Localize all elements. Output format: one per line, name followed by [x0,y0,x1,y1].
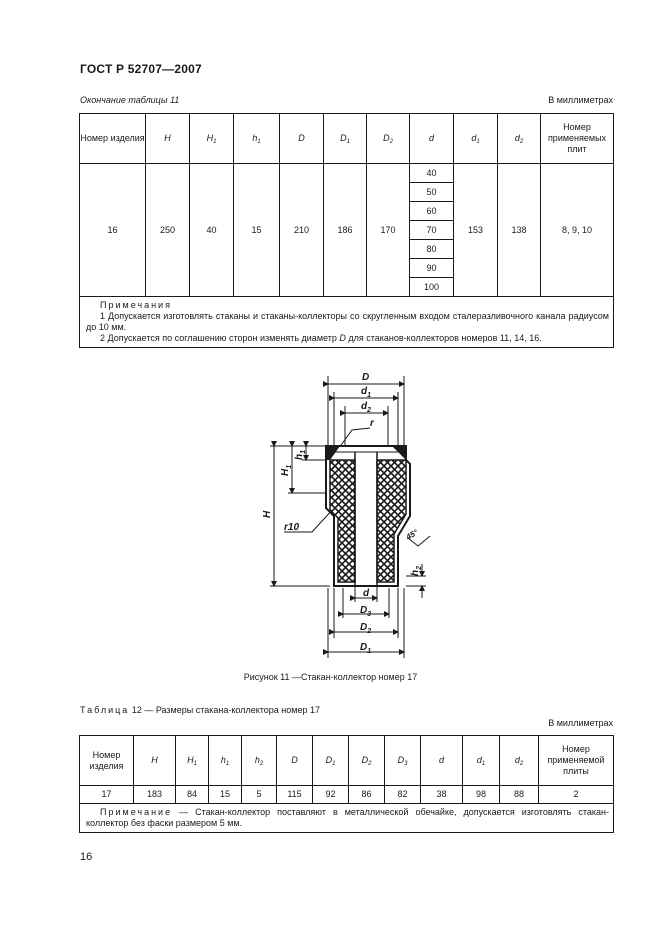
table12-header-row [80,736,614,786]
col-d1-header: $d_1$ [463,736,500,786]
d-value: 90 [410,258,453,277]
col-H1-header: $H_1$ [176,736,209,786]
table11-caption: Окончание таблицы 11 [80,95,180,105]
cell-H: 250 [146,164,190,297]
col-item-header: Номер изделия [80,114,146,164]
d-value: 40 [426,168,437,178]
table11-header-row [80,114,614,164]
col-H-header: H [146,114,190,164]
figure11-caption: Рисунок 11 —Стакан-коллектор номер 17 [243,672,418,682]
cell-D1: 186 [324,164,367,297]
label-D3: $D_3$ [360,605,372,618]
col-D2-header: $D_2$ [349,736,385,786]
col-d-header: d [410,114,454,164]
col-h1-header: $h_1$ [209,736,242,786]
col-D-header: D [277,736,313,786]
note-body: — Стакан-коллектор поставляют в металлической обечайке, допускается изготовлять стакан-коллектор без фаски размером 5 мм. [86,807,609,828]
label-d1: $d_1$ [361,386,372,399]
note-text [86,807,609,829]
cell-h2: 5 [242,786,277,804]
cell-D1: 92 [313,786,349,804]
label-r: r [370,418,374,429]
col-D2-header: $D_2$ [367,114,410,164]
col-D1-header: $D_1$ [313,736,349,786]
table12 [79,735,614,833]
cell-item: 16 [80,164,146,297]
table12-title-prefix: Таблица [80,705,130,715]
table-row [80,164,614,297]
label-angle: 45° [404,527,420,542]
label-H: H [262,510,273,518]
cell-d2: 138 [498,164,541,297]
cell-D3: 82 [385,786,421,804]
col-plates-header: Номер применяемой плиты [539,736,614,786]
note-1: 1 Допускается изготовлять стаканы и стаканы-коллекторы со скругленным входом сталеразливочного канала радиусом до 10 мм. [86,311,609,332]
cell-h1: 15 [234,164,280,297]
col-D1-header: $D_1$ [324,114,367,164]
cell-D: 115 [277,786,313,804]
col-item-header: Номер изделия [80,736,134,786]
d-value: 50 [410,182,453,201]
cell-d1: 153 [454,164,498,297]
cell-H: 183 [134,786,176,804]
d-value: 60 [410,201,453,220]
cell-d1: 98 [463,786,500,804]
cell-d: 38 [421,786,463,804]
table11-notes-row [80,297,614,348]
label-H1: $H_1$ [280,464,293,476]
table12-notes-row [80,804,614,833]
col-D-header: D [280,114,324,164]
standard-title: ГОСТ Р 52707—2007 [80,62,202,76]
label-h1: $h_1$ [294,449,307,460]
col-H-header: H [134,736,176,786]
col-h1-header: $h_1$ [234,114,280,164]
label-d: d [363,588,370,599]
cell-D2: 170 [367,164,410,297]
table12-unit: В миллиметрах [548,718,613,728]
table11-notes [80,297,614,348]
cell-plates: 2 [539,786,614,804]
notes-title: Примечания [100,300,172,310]
table12-title [80,705,320,715]
table11 [79,113,614,348]
d-value: 100 [410,277,453,296]
label-D2: $D_2$ [360,622,372,635]
cell-H1: 40 [190,164,234,297]
col-d-header: d [421,736,463,786]
col-d1-header: $d_1$ [454,114,498,164]
table11-unit: В миллиметрах [548,95,613,105]
cell-D: 210 [280,164,324,297]
col-d2-header: $d_2$ [500,736,539,786]
note-label: Примечание [100,807,173,817]
col-H1-header: $H_1$ [190,114,234,164]
note-2 [86,333,609,344]
table-row [80,786,614,804]
note-2-prefix: 2 Допускается по соглашению сторон изменять диаметр [100,333,337,343]
d-value: 80 [410,239,453,258]
col-h2-header: $h_2$ [242,736,277,786]
cell-plates: 8, 9, 10 [541,164,614,297]
col-plates-header: Номер применяемых плит [541,114,614,164]
label-D1: $D_1$ [360,642,372,655]
label-D: D [362,372,370,383]
table12-note [80,804,614,833]
label-h2: $h_2$ [410,565,423,576]
col-D3-header: $D_3$ [385,736,421,786]
d-value: 70 [410,220,453,239]
note-2-symbol: D [339,333,346,343]
table12-title-rest: 12 — Размеры стакана-коллектора номер 17 [131,705,320,715]
figure11-drawing [230,368,460,668]
cell-H1: 84 [176,786,209,804]
cell-d2: 88 [500,786,539,804]
page-number: 16 [80,851,93,863]
cell-item: 17 [80,786,134,804]
cell-D2: 86 [349,786,385,804]
label-r10: r10 [284,522,300,533]
cell-h1: 15 [209,786,242,804]
col-d2-header: $d_2$ [498,114,541,164]
label-d2: $d_2$ [361,401,372,414]
cell-d-values [410,164,454,297]
note-2-suffix: для стаканов-коллекторов номеров 11, 14, 16. [348,333,542,343]
